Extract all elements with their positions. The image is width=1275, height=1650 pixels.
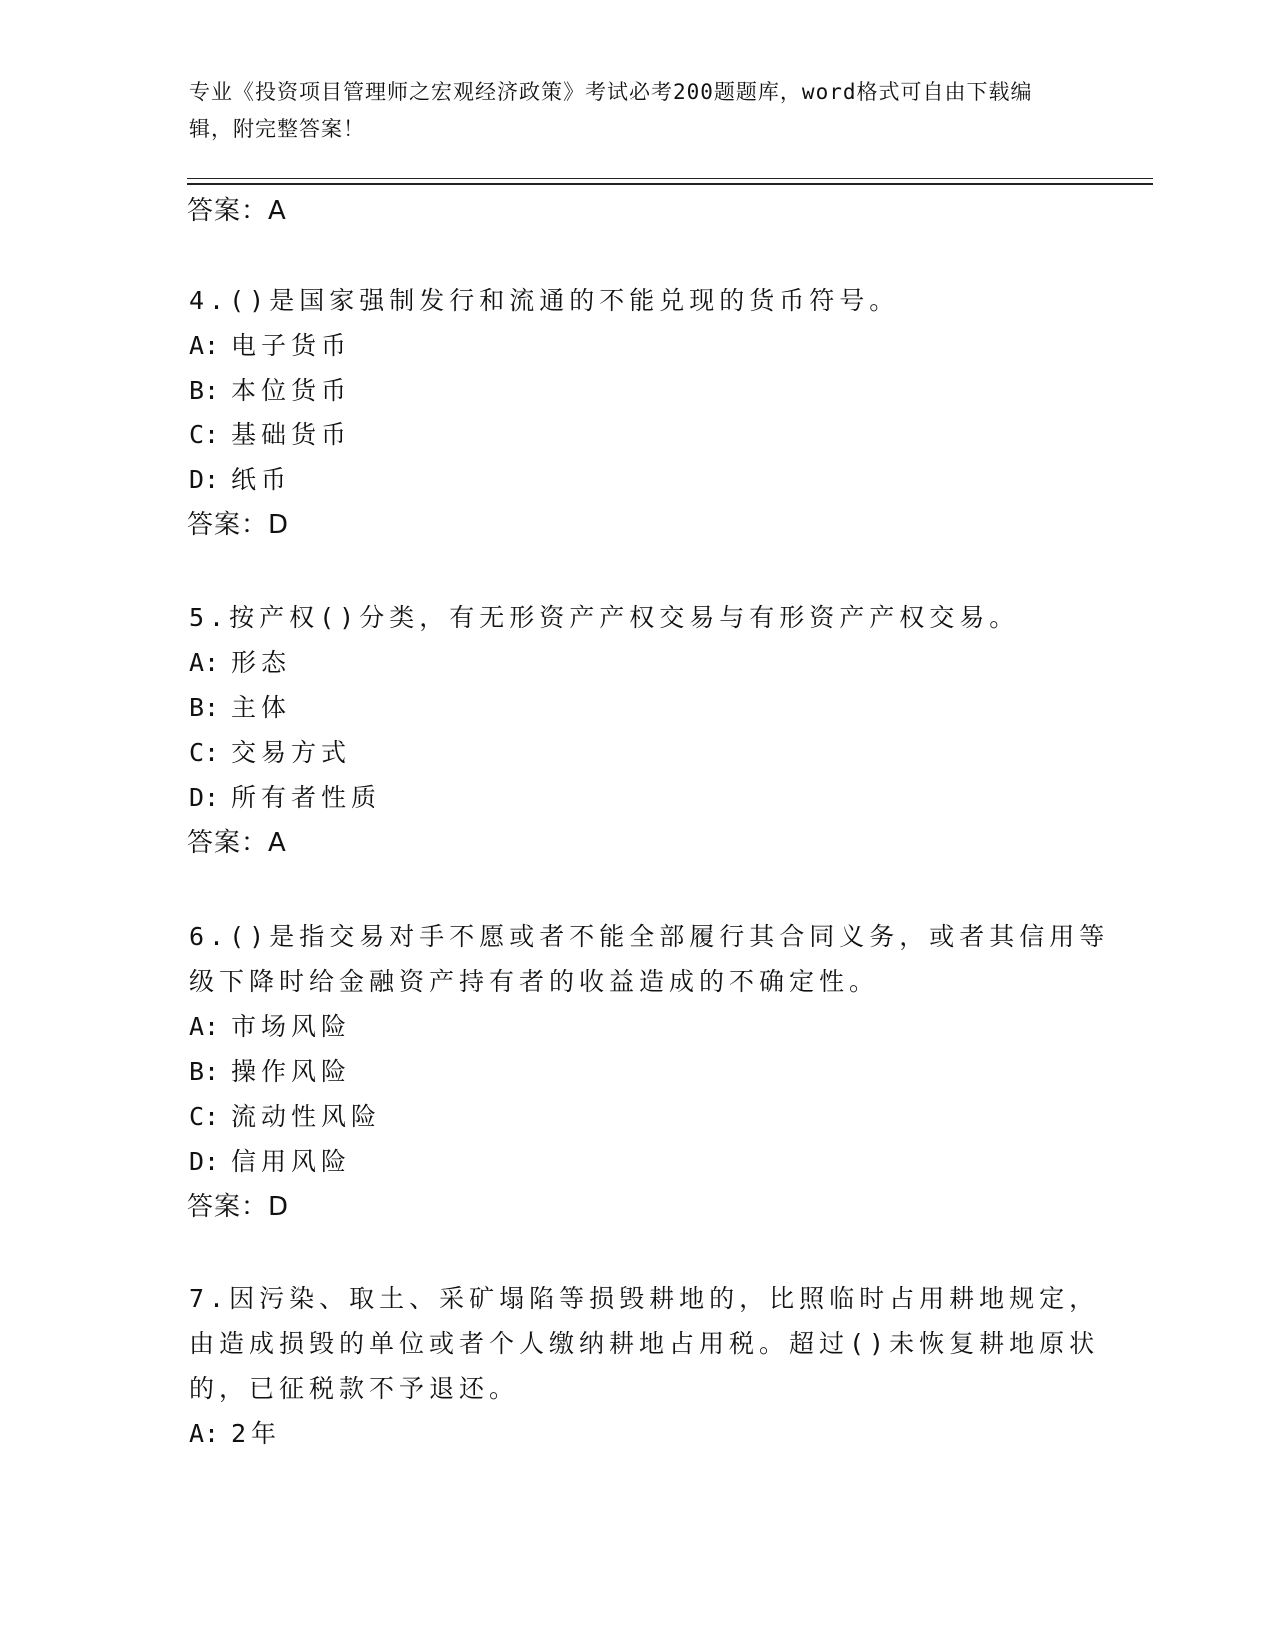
document-header: 专业《投资项目管理师之宏观经济政策》考试必考200题题库，word格式可自由下载编辑，附完整答案！ (189, 80, 1033, 141)
question-5-option-b: B: 主体 (189, 693, 292, 722)
question-5-answer: 答案：A (187, 828, 287, 858)
question-6-option-b: B: 操作风险 (189, 1057, 352, 1086)
question-7-option-a: A: 2年 (189, 1419, 282, 1448)
question-7-text-line-1: 7.因污染、取土、采矿塌陷等损毁耕地的，比照临时占用耕地规定， (189, 1284, 1100, 1313)
question-4-option-c: C: 基础货币 (189, 420, 352, 449)
question-5-text: 5.按产权()分类，有无形资产产权交易与有形资产产权交易。 (189, 603, 1020, 632)
question-4-option-a: A: 电子货币 (189, 331, 352, 360)
question-6-option-a: A: 市场风险 (189, 1012, 352, 1041)
question-5-option-a: A: 形态 (189, 648, 292, 677)
answer-line: 答案：A (187, 196, 287, 226)
question-4-text: 4.()是国家强制发行和流通的不能兑现的货币符号。 (189, 286, 900, 315)
question-6-text-line-2: 级下降时给金融资产持有者的收益造成的不确定性。 (189, 967, 880, 996)
question-7-text-line-3: 的，已征税款不予退还。 (189, 1374, 520, 1403)
question-4-option-d: D: 纸币 (189, 465, 292, 494)
header-rule-thick (187, 183, 1153, 185)
question-6-text-line-1: 6.()是指交易对手不愿或者不能全部履行其合同义务，或者其信用等 (189, 922, 1110, 951)
question-4-answer: 答案：D (187, 510, 290, 540)
question-6-option-d: D: 信用风险 (189, 1147, 352, 1176)
question-6-option-c: C: 流动性风险 (189, 1102, 382, 1131)
question-4-option-b: B: 本位货币 (189, 376, 352, 405)
question-5-option-d: D: 所有者性质 (189, 783, 382, 812)
question-7-text-line-2: 由造成损毁的单位或者个人缴纳耕地占用税。超过()未恢复耕地原状 (189, 1329, 1100, 1358)
question-6-answer: 答案：D (187, 1192, 290, 1222)
header-rule-thin (187, 178, 1153, 179)
question-5-option-c: C: 交易方式 (189, 738, 352, 767)
